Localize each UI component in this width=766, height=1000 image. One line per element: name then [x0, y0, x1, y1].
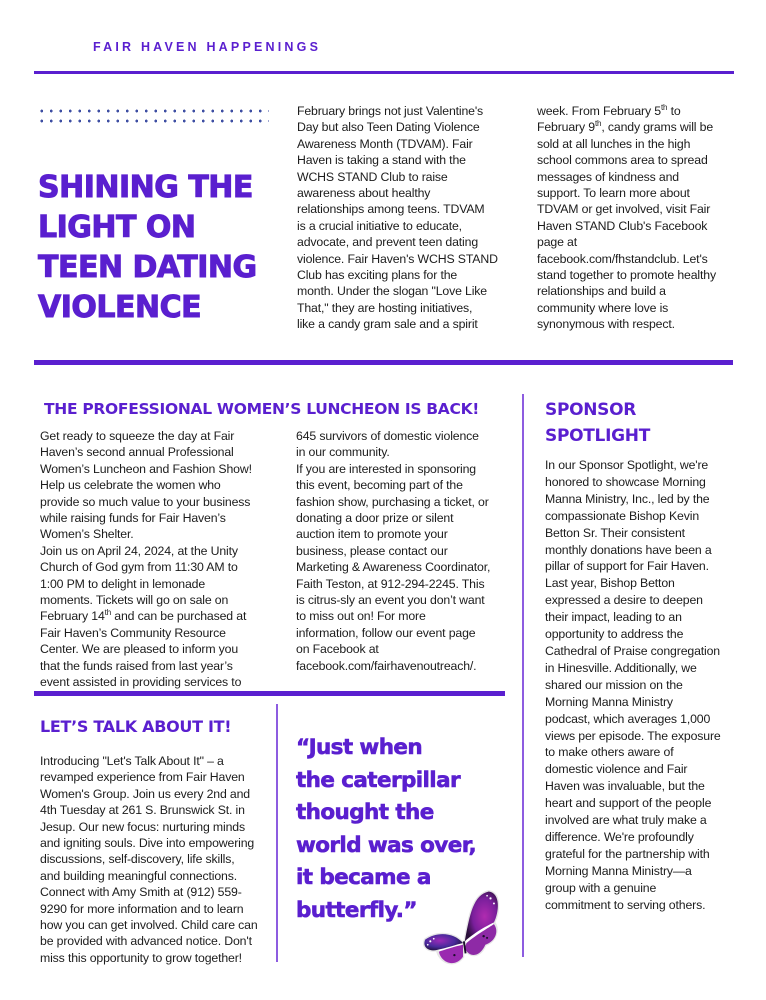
text-line: is a crucial initiative to educate, — [297, 218, 462, 233]
text-line: domestic violence and Fair — [545, 762, 688, 777]
sponsor-body — [545, 457, 760, 913]
text-line: their impact, leading to an — [545, 610, 682, 625]
text-line: February 9th, candy grams will be — [537, 119, 714, 135]
text-line: Morning Manna Ministry—a — [545, 863, 692, 878]
text-line: Women’s Shelter. — [40, 527, 134, 542]
text-line: on Facebook at — [296, 642, 379, 657]
text-line: Help us celebrate the women who — [40, 478, 221, 493]
text-line: awareness about healthy — [297, 186, 431, 201]
text-line: That," they are hosting initiatives, — [297, 300, 473, 315]
text-line: Morning Manna Ministry — [545, 694, 673, 709]
text-line: grateful for the partnership with — [545, 846, 710, 861]
text-line: advocate, and prevent teen dating — [297, 235, 479, 250]
text-line: involved are what truly make a — [545, 813, 707, 828]
butterfly-icon — [420, 888, 506, 974]
text-line: Introducing "Let's Talk About It" – a — [40, 754, 224, 768]
sponsor-heading — [545, 397, 650, 449]
text-line: TDVAM or get involved, visit Fair — [537, 202, 711, 217]
text-line: 4th Tuesday at 261 S. Brunswick St. in — [40, 803, 245, 818]
text-line: to make others aware of — [545, 745, 674, 760]
text-line: this event, becoming part of the — [296, 478, 463, 493]
text-line: If you are interested in sponsoring — [296, 461, 476, 476]
text-line: Women's Group. Join us every 2nd and — [40, 786, 250, 801]
decorative-dots-row-2 — [37, 119, 269, 123]
text-line: Connect with Amy Smith at (912) 559- — [40, 885, 242, 900]
talk-body — [40, 753, 280, 966]
luncheon-bottom-rule — [34, 691, 505, 696]
quote-line: “Just when — [296, 735, 423, 760]
text-line: support. To learn more about — [537, 186, 690, 201]
text-line: WCHS STAND Club to raise — [297, 169, 448, 184]
text-line: Awareness Month (TDVAM). Fair — [297, 136, 473, 151]
talk-heading: LET’S TALK ABOUT IT! — [40, 717, 232, 736]
text-line: while raising funds for Fair Haven’s — [40, 511, 226, 526]
heading-line: SPONSOR — [545, 400, 637, 420]
text-line: Day but also Teen Dating Violence — [297, 120, 480, 135]
text-line: Faith Teston, at 912-294-2245. This — [296, 576, 485, 591]
text-line: messages of kindness and — [537, 169, 679, 184]
text-line: be provided with advanced notice. Don't — [40, 934, 252, 949]
text-line: fashion show, purchasing a ticket, or — [296, 494, 489, 509]
text-line: relationships among teens. TDVAM — [297, 202, 485, 217]
text-line: Center. We are pleased to inform you — [40, 642, 239, 657]
text-line: Marketing & Awareness Coordinator, — [296, 560, 491, 575]
text-line: shared our mission on the — [545, 677, 683, 692]
text-line: Manna Ministry, Inc., led by the — [545, 491, 710, 506]
text-line: compassionate Bishop Kevin — [545, 508, 700, 523]
text-line: week. From February 5th to — [537, 102, 681, 118]
feature-headline — [38, 168, 278, 328]
text-line: 645 survivors of domestic violence — [296, 429, 479, 443]
text-line: and building meaningful connections. — [40, 868, 237, 883]
text-line: podcast, which averages 1,000 — [545, 711, 711, 726]
text-line: donating a door prize or silent — [296, 511, 454, 526]
feature-column-2 — [537, 103, 762, 333]
text-line: Haven is taking a stand with the — [297, 153, 466, 168]
text-line: Jesup. Our new focus: nurturing minds — [40, 819, 245, 834]
text-line: Get ready to squeeze the day at Fair — [40, 429, 235, 443]
text-line: moments. Tickets will go on sale on — [40, 593, 229, 608]
masthead-rule — [34, 71, 734, 74]
heading-line: SPOTLIGHT — [545, 426, 650, 446]
masthead-title: FAIR HAVEN HAPPENINGS — [93, 40, 322, 54]
text-line: 9290 for more information and to learn — [40, 901, 244, 916]
text-line: In our Sponsor Spotlight, we're — [545, 458, 709, 472]
text-line: commitment to serving others. — [545, 897, 706, 912]
headline-line: TEEN DATING — [38, 250, 257, 285]
section-divider — [34, 360, 733, 365]
text-line: Fair Haven’s Community Resource — [40, 625, 226, 640]
text-line: discussions, self-discovery, life skills, — [40, 852, 235, 867]
text-line: sold at all lunches in the high — [537, 136, 691, 151]
text-line: that the funds raised from last year’s — [40, 658, 233, 673]
text-line: Haven’s second annual Professional — [40, 445, 234, 460]
luncheon-column-2 — [296, 428, 521, 674]
text-line: like a candy gram sale and a spirit — [297, 317, 478, 332]
text-line: February 14th and can be purchased at — [40, 608, 247, 624]
text-line: views per episode. The exposure — [545, 728, 721, 743]
headline-line: SHINING THE — [38, 170, 253, 205]
text-line: and igniting souls. Dive into empowering — [40, 836, 255, 851]
text-line: revamped experience from Fair Haven — [40, 770, 245, 785]
text-line: synonymous with respect. — [537, 317, 675, 332]
text-line: how you can get involved. Child care can — [40, 918, 258, 933]
sponsor-divider — [522, 394, 524, 957]
text-line: Cathedral of Praise congregation — [545, 643, 720, 658]
text-line: is citrus-sly an event you don’t want — [296, 593, 485, 608]
luncheon-heading: THE PROFESSIONAL WOMEN’S LUNCHEON IS BACK! — [44, 400, 480, 418]
quote-line: the caterpillar — [296, 767, 460, 793]
text-line: page at — [537, 235, 577, 250]
text-line: group with a genuine — [545, 880, 657, 895]
text-line: stand together to promote healthy — [537, 268, 716, 283]
text-line: Club has exciting plans for the — [297, 268, 458, 283]
text-line: 1:00 PM to delight in lemonade — [40, 576, 206, 591]
text-line: monthly donations have been a — [545, 542, 712, 557]
headline-line: VIOLENCE — [38, 290, 202, 325]
text-line: Betton Sr. Their consistent — [545, 525, 685, 540]
headline-line: LIGHT ON — [38, 210, 196, 245]
text-line: relationships and build a — [537, 284, 666, 299]
quote-line: butterfly.” — [296, 897, 417, 923]
quote-line: it became a — [296, 865, 431, 890]
text-line: Last year, Bishop Betton — [545, 576, 675, 591]
text-line: February brings not just Valentine's — [297, 104, 484, 118]
text-line: Join us on April 24, 2024, at the Unity — [40, 543, 238, 558]
text-line: in our community. — [296, 445, 390, 460]
text-line: pillar of support for Fair Haven. — [545, 559, 709, 574]
text-line: community where love is — [537, 300, 669, 315]
text-line: information, follow our event page — [296, 625, 476, 640]
text-line: Women’s Luncheon and Fashion Show! — [40, 461, 252, 476]
text-line: expressed a desire to deepen — [545, 593, 703, 608]
facebook-link-text: facebook.com/fairhavenoutreach/. — [296, 658, 477, 673]
text-line: provide so much value to your business — [40, 494, 251, 509]
text-line: difference. We're profoundly — [545, 829, 694, 844]
luncheon-column-1 — [40, 428, 285, 691]
text-line: in Hinesville. Additionally, we — [545, 660, 697, 675]
feature-column-1 — [297, 103, 527, 333]
text-line: miss this opportunity to grow together! — [40, 950, 242, 965]
text-line: auction item to promote your — [296, 527, 448, 542]
quote-line: thought the — [296, 800, 434, 825]
text-line: Haven STAND Club's Facebook — [537, 218, 708, 233]
text-line: school commons area to spread — [537, 153, 708, 168]
text-line: month. Under the slogan "Love Like — [297, 284, 487, 299]
quote-line: world was over, — [296, 832, 477, 858]
text-line: heart and support of the people — [545, 796, 712, 811]
decorative-dots-row-1 — [37, 109, 269, 113]
text-line: Haven was invaluable, but the — [545, 779, 705, 794]
text-line: honored to showcase Morning — [545, 474, 706, 489]
facebook-link-text: facebook.com/fhstandclub. Let's — [537, 251, 708, 266]
text-line: event assisted in providing services to — [40, 675, 242, 690]
text-line: to miss out on! For more — [296, 609, 426, 624]
text-line: Church of God gym from 11:30 AM to — [40, 560, 238, 575]
talk-quote-divider — [276, 704, 278, 962]
text-line: business, please contact our — [296, 543, 448, 558]
text-line: opportunity to address the — [545, 627, 684, 642]
text-line: violence. Fair Haven's WCHS STAND — [297, 251, 498, 266]
